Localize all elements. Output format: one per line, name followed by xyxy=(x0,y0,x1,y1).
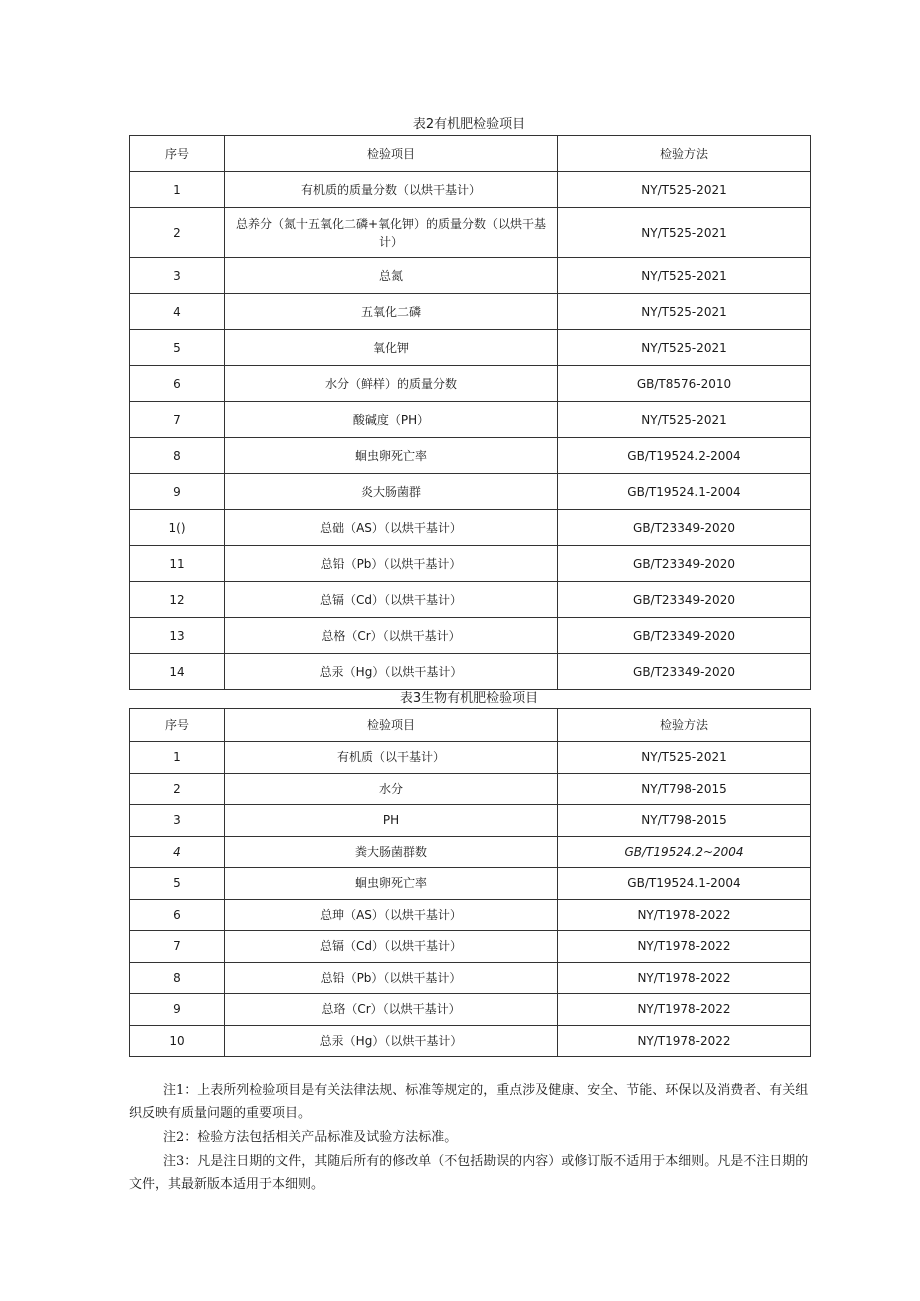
table-row xyxy=(130,510,811,546)
cell-no: 3 xyxy=(130,805,225,837)
cell-item: 总铅（Pb）（以烘干基计） xyxy=(225,962,558,994)
cell-no: 7 xyxy=(130,402,225,438)
cell-item: 总镉（Cd）（以烘干基计） xyxy=(225,582,558,618)
cell-method: GB/T19524.2~2004 xyxy=(558,836,811,868)
cell-method: GB/T23349-2020 xyxy=(558,618,811,654)
cell-no: 12 xyxy=(130,582,225,618)
cell-method: NY/T1978-2022 xyxy=(558,994,811,1026)
cell-no: 5 xyxy=(130,868,225,900)
col-header-no: 序号 xyxy=(130,136,225,172)
table-row xyxy=(130,402,811,438)
cell-no: 13 xyxy=(130,618,225,654)
table-row xyxy=(130,546,811,582)
table3-caption: 表3生物有机肥检验项目 xyxy=(399,691,539,706)
cell-item: 氧化钾 xyxy=(225,330,558,366)
cell-no: 2 xyxy=(130,773,225,805)
cell-item: 总镉（Cd）（以烘干基计） xyxy=(225,931,558,963)
cell-no: 6 xyxy=(130,366,225,402)
cell-no: 2 xyxy=(130,208,225,258)
cell-item: 总格（Cr）（以烘干基计） xyxy=(225,618,558,654)
note-1: 注1：上表所列检验项目是有关法律法规、标准等规定的，重点涉及健康、安全、节能、环保以及消费者、有关组织反映有质量问题的重要项目。 xyxy=(129,1083,809,1121)
col-header-no: 序号 xyxy=(130,709,225,742)
table-row xyxy=(130,994,811,1026)
table-row xyxy=(130,868,811,900)
table-row xyxy=(130,582,811,618)
table-row xyxy=(130,618,811,654)
col-header-method: 检验方法 xyxy=(558,709,811,742)
cell-no: 8 xyxy=(130,962,225,994)
cell-method: GB/T19524.1-2004 xyxy=(558,474,811,510)
col-header-method: 检验方法 xyxy=(558,136,811,172)
cell-method: GB/T23349-2020 xyxy=(558,654,811,690)
cell-no: 6 xyxy=(130,899,225,931)
table2-organic-fertilizer xyxy=(129,135,811,690)
cell-item: 总珞（Cr）（以烘干基计） xyxy=(225,994,558,1026)
cell-no: 1 xyxy=(130,172,225,208)
cell-item: 总汞（Hg）（以烘干基计） xyxy=(225,1025,558,1057)
table-row xyxy=(130,366,811,402)
table-row xyxy=(130,1025,811,1057)
cell-item: 蛔虫卵死亡率 xyxy=(225,868,558,900)
table-row xyxy=(130,258,811,294)
cell-method: NY/T525-2021 xyxy=(558,742,811,774)
col-header-item: 检验项目 xyxy=(225,136,558,172)
table3-bio-organic-fertilizer xyxy=(129,708,811,1057)
table-row xyxy=(130,805,811,837)
table-row xyxy=(130,172,811,208)
cell-no: 8 xyxy=(130,438,225,474)
cell-method: GB/T23349-2020 xyxy=(558,510,811,546)
cell-item: 蛔虫卵死亡率 xyxy=(225,438,558,474)
cell-method: NY/T525-2021 xyxy=(558,330,811,366)
cell-item: 酸碱度（PH） xyxy=(225,402,558,438)
cell-method: NY/T525-2021 xyxy=(558,402,811,438)
cell-method: GB/T23349-2020 xyxy=(558,546,811,582)
table-header-row xyxy=(130,136,811,172)
cell-method: NY/T1978-2022 xyxy=(558,899,811,931)
cell-method: NY/T798-2015 xyxy=(558,773,811,805)
table-row xyxy=(130,962,811,994)
cell-item: 总养分（氮十五氧化二磷+氧化钾）的质量分数（以烘干基计） xyxy=(225,208,558,258)
table-row xyxy=(130,294,811,330)
table-row xyxy=(130,931,811,963)
cell-method: GB/T23349-2020 xyxy=(558,582,811,618)
cell-item: 有机质的质量分数（以烘干基计） xyxy=(225,172,558,208)
cell-no: 7 xyxy=(130,931,225,963)
cell-method: GB/T19524.1-2004 xyxy=(558,868,811,900)
cell-no: 4 xyxy=(130,836,225,868)
cell-method: GB/T19524.2-2004 xyxy=(558,438,811,474)
cell-item: PH xyxy=(225,805,558,837)
cell-method: NY/T525-2021 xyxy=(558,208,811,258)
cell-no: 5 xyxy=(130,330,225,366)
cell-item: 总珅（AS）（以烘干基计） xyxy=(225,899,558,931)
table2-caption: 表2有机肥检验项目 xyxy=(412,117,526,132)
table-row xyxy=(130,742,811,774)
table-row xyxy=(130,208,811,258)
notes-section xyxy=(129,1079,811,1196)
table-row xyxy=(130,438,811,474)
cell-no: 3 xyxy=(130,258,225,294)
cell-no: 9 xyxy=(130,474,225,510)
cell-no: 1() xyxy=(130,510,225,546)
cell-no: 1 xyxy=(130,742,225,774)
note-3: 注3：凡是注日期的文件，其随后所有的修改单（不包括勘误的内容）或修订版不适用于本细则。凡是不注日期的文件，其最新版本适用于本细则。 xyxy=(129,1154,809,1192)
table-row xyxy=(130,836,811,868)
cell-item: 水分 xyxy=(225,773,558,805)
cell-item: 粪大肠菌群数 xyxy=(225,836,558,868)
cell-item: 总汞（Hg）（以烘干基计） xyxy=(225,654,558,690)
cell-no: 9 xyxy=(130,994,225,1026)
cell-item: 五氧化二磷 xyxy=(225,294,558,330)
table-row xyxy=(130,773,811,805)
cell-method: NY/T525-2021 xyxy=(558,258,811,294)
cell-method: GB/T8576-2010 xyxy=(558,366,811,402)
table-row xyxy=(130,654,811,690)
cell-item: 炎大肠菌群 xyxy=(225,474,558,510)
cell-item: 有机质（以干基计） xyxy=(225,742,558,774)
cell-method: NY/T798-2015 xyxy=(558,805,811,837)
table-row xyxy=(130,474,811,510)
cell-no: 4 xyxy=(130,294,225,330)
note-2: 注2：检验方法包括相关产品标准及试验方法标准。 xyxy=(163,1130,458,1145)
cell-no: 10 xyxy=(130,1025,225,1057)
cell-method: NY/T1978-2022 xyxy=(558,1025,811,1057)
table-row xyxy=(130,899,811,931)
col-header-item: 检验项目 xyxy=(225,709,558,742)
cell-item: 总氮 xyxy=(225,258,558,294)
cell-item: 总铅（Pb）（以烘干基计） xyxy=(225,546,558,582)
cell-no: 14 xyxy=(130,654,225,690)
cell-method: NY/T525-2021 xyxy=(558,172,811,208)
table-header-row xyxy=(130,709,811,742)
cell-item: 总础（AS）（以烘干基计） xyxy=(225,510,558,546)
table-row xyxy=(130,330,811,366)
cell-method: NY/T1978-2022 xyxy=(558,962,811,994)
cell-item: 水分（鲜样）的质量分数 xyxy=(225,366,558,402)
cell-no: 11 xyxy=(130,546,225,582)
cell-method: NY/T525-2021 xyxy=(558,294,811,330)
cell-method: NY/T1978-2022 xyxy=(558,931,811,963)
